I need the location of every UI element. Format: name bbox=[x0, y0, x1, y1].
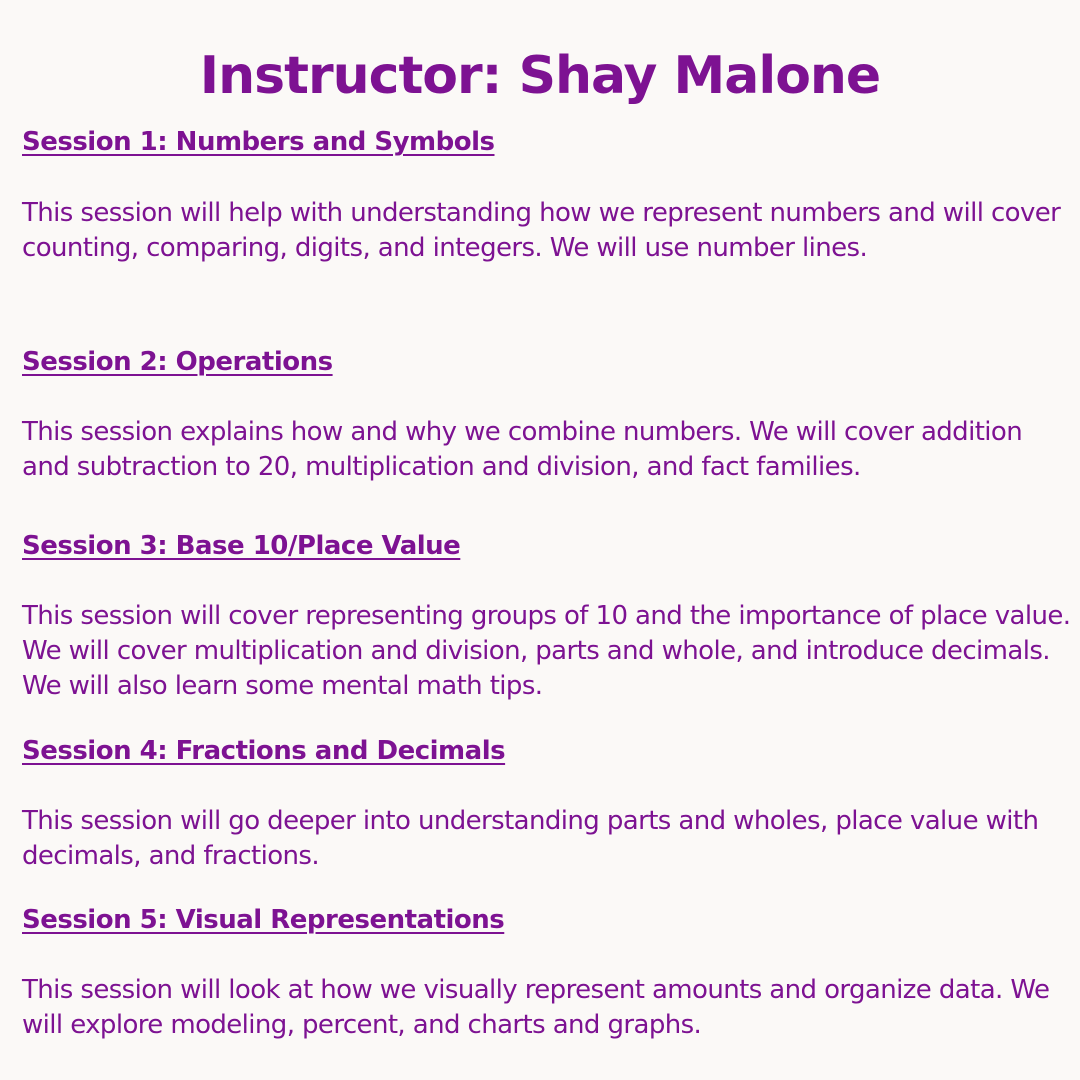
session-5-description: This session will look at how we visually represent amounts and organize data. We will explore modeling, percent, and charts and graphs. bbox=[22, 975, 1050, 1040]
session-2-heading: Session 2: Operations bbox=[22, 347, 333, 377]
session-3-heading: Session 3: Base 10/Place Value bbox=[22, 531, 461, 561]
page-title: Instructor: Shay Malone bbox=[199, 46, 881, 106]
session-1-heading: Session 1: Numbers and Symbols bbox=[22, 127, 495, 157]
session-5-heading: Session 5: Visual Representations bbox=[22, 905, 505, 935]
session-4-description: This session will go deeper into understanding parts and wholes, place value with decimals, and fractions. bbox=[22, 806, 1039, 871]
session-4-heading: Session 4: Fractions and Decimals bbox=[22, 736, 506, 766]
session-3-description: This session will cover representing groups of 10 and the importance of place value. We will cover multiplication and division, parts and whole, and introduce decimals. We will also learn some mental math tips. bbox=[22, 601, 1071, 701]
session-1-description: This session will help with understanding how we represent numbers and will cover counting, comparing, digits, and integers. We will use number lines. bbox=[22, 198, 1061, 263]
session-2-description: This session explains how and why we combine numbers. We will cover addition and subtraction to 20, multiplication and division, and fact families. bbox=[22, 417, 1023, 482]
